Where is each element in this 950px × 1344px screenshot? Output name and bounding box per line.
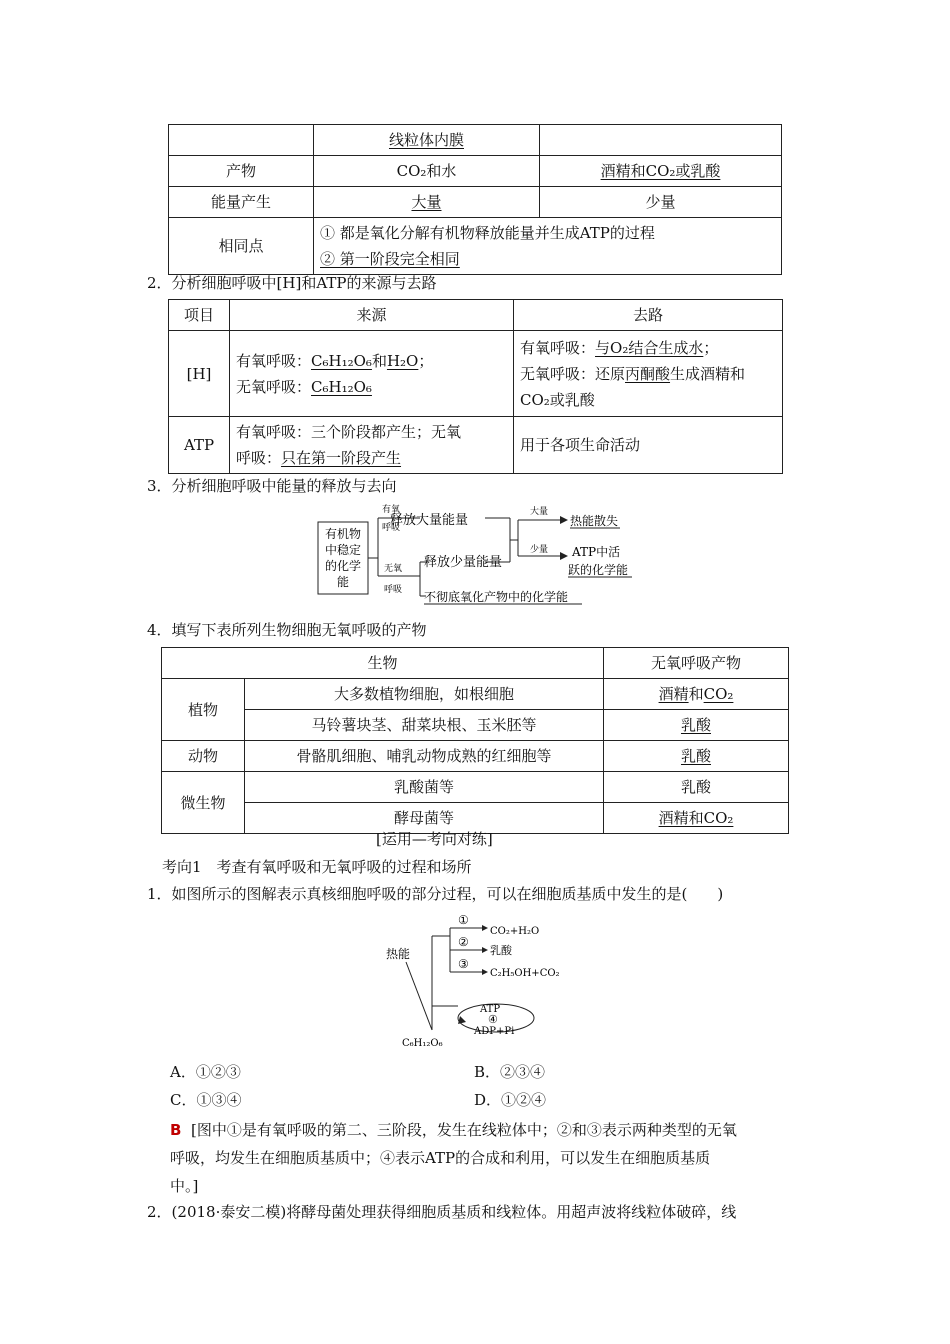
table-cell-blank xyxy=(169,125,314,156)
source-line: 能 xyxy=(336,575,350,589)
section-2-heading: 2．分析细胞呼吸中[H]和ATP的来源与去路 xyxy=(147,274,437,292)
h-dest-anaerobic-cont: CO₂或乳酸 xyxy=(520,390,595,409)
arrowhead xyxy=(482,925,488,931)
anaerobic-products-table xyxy=(161,647,789,834)
organism: 大多数植物细胞，如根细胞 xyxy=(245,679,604,710)
anaerobic-label: 无氧 xyxy=(384,564,403,574)
label-large: 大量 xyxy=(530,507,549,517)
anaerobic-product xyxy=(540,156,782,187)
product-1: CO₂+H₂O xyxy=(490,926,540,937)
text: 乳酸 xyxy=(680,747,711,765)
cell-text: 线粒体内膜 xyxy=(388,131,464,149)
atp-energy: 跃的化学能 xyxy=(568,563,629,577)
header-item: 项目 xyxy=(169,300,230,331)
heat-label: 热能 xyxy=(386,947,411,961)
header-destination: 去路 xyxy=(514,300,783,331)
h-dest-anaerobic xyxy=(520,361,776,387)
aerobic-product: CO₂和水 xyxy=(314,156,540,187)
step-3: ③ xyxy=(458,957,469,971)
text: 有氧呼吸： xyxy=(520,338,596,357)
h-source xyxy=(230,331,514,417)
text: 生成酒精和 xyxy=(670,364,746,383)
organism: 酵母菌等 xyxy=(245,803,604,834)
aerobic-label: 有氧 xyxy=(382,505,401,515)
source-line: 的化学 xyxy=(324,559,362,573)
text: 乳酸 xyxy=(680,716,711,734)
cell-text: ② 第一阶段完全相同 xyxy=(320,250,460,268)
text: 呼吸： xyxy=(236,449,282,467)
option-c[interactable]: C．①③④ xyxy=(170,1091,242,1109)
option-a[interactable]: A．①②③ xyxy=(170,1063,241,1081)
header-source: 来源 xyxy=(230,300,514,331)
arrowhead xyxy=(482,969,488,975)
organism: 马铃薯块茎、甜菜块根、玉米胚等 xyxy=(245,710,604,741)
atp-energy: ATP中活 xyxy=(572,545,621,559)
product xyxy=(604,679,789,710)
step-2: ② xyxy=(458,935,469,949)
text: [图中①是有氧呼吸的第二、三阶段，发生在线粒体中；②和③表示两种类型的无氧 xyxy=(190,1121,737,1139)
product-2: 乳酸 xyxy=(490,944,512,957)
h-dest-aerobic xyxy=(520,335,776,361)
atp-source-line1: 有氧呼吸：三个阶段都产生；无氧 xyxy=(236,423,462,441)
source-line: 中稳定 xyxy=(324,543,362,557)
product xyxy=(604,803,789,834)
text: 无氧呼吸：还原 xyxy=(520,364,626,383)
energy-flow-diagram xyxy=(310,500,650,612)
arrowhead xyxy=(560,552,568,560)
answer-letter: B xyxy=(170,1121,182,1139)
question-2-stem: 2．(2018·泰安二模)将酵母菌处理获得细胞质基质和线粒体。用超声波将线粒体破碎，线 xyxy=(147,1203,737,1221)
heat-loss: 热能散失 xyxy=(570,514,619,528)
anaerobic-label: 呼吸 xyxy=(384,585,403,595)
source-line: 有机物 xyxy=(324,527,362,541)
common-point-2 xyxy=(320,246,775,272)
h-source-anaerobic xyxy=(236,374,507,400)
group-animal: 动物 xyxy=(162,741,245,772)
step-1: ① xyxy=(458,913,469,927)
section-4-heading: 4．填写下表所列生物细胞无氧呼吸的产物 xyxy=(147,621,427,639)
h-destination xyxy=(514,331,783,417)
text: 酒精和CO₂ xyxy=(658,809,734,827)
explanation-line xyxy=(170,1116,810,1144)
section-3-heading: 3．分析细胞呼吸中能量的释放与去向 xyxy=(147,477,397,495)
cell-text: 酒精和CO₂或乳酸 xyxy=(600,162,721,180)
organism: 乳酸菌等 xyxy=(245,772,604,803)
text: 酒精 xyxy=(658,685,689,703)
text: C₆H₁₂O₆ xyxy=(311,351,372,370)
explanation-line: 中。] xyxy=(170,1177,199,1195)
glucose-label: C₆H₁₂O₆ xyxy=(402,1038,443,1049)
atp-label: ATP xyxy=(480,1004,501,1015)
common-points xyxy=(314,218,782,275)
h-source-aerobic xyxy=(236,348,507,374)
release-large: 释放大量能量 xyxy=(390,513,469,528)
answer-explanation xyxy=(170,1116,810,1200)
header-product: 无氧呼吸产物 xyxy=(604,648,789,679)
h-atp-table xyxy=(168,299,783,474)
text: 只在第一阶段产生 xyxy=(281,449,402,467)
release-small: 释放少量能量 xyxy=(424,555,503,570)
text: ； xyxy=(703,338,719,357)
arrowhead xyxy=(458,1016,466,1024)
group-plant: 植物 xyxy=(162,679,245,741)
text: 丙酮酸 xyxy=(625,364,671,383)
product xyxy=(604,710,789,741)
practice-title: [运用—考向对练] xyxy=(376,830,493,848)
adp-label: ADP+Pi xyxy=(474,1026,515,1037)
text: CO₂ xyxy=(703,685,734,703)
row-label-common: 相同点 xyxy=(169,218,314,275)
group-microbe: 微生物 xyxy=(162,772,245,834)
aerobic-label: 呼吸 xyxy=(382,523,401,533)
comparison-table xyxy=(168,124,782,275)
text: H₂O xyxy=(386,351,419,370)
option-d[interactable]: D．①②④ xyxy=(474,1091,547,1109)
product: 乳酸 xyxy=(604,772,789,803)
atp-destination: 用于各项生命活动 xyxy=(514,417,783,474)
product xyxy=(604,741,789,772)
label-small: 少量 xyxy=(530,545,549,555)
text: 无氧呼吸： xyxy=(236,377,312,396)
arrowhead xyxy=(482,947,488,953)
text: C₆H₁₂O₆ xyxy=(311,377,372,396)
header-organism: 生物 xyxy=(162,648,604,679)
product-3: C₂H₅OH+CO₂ xyxy=(490,968,560,979)
organism: 骨骼肌细胞、哺乳动物成熟的红细胞等 xyxy=(245,741,604,772)
text: 有氧呼吸： xyxy=(236,351,312,370)
practice-topic: 考向1 考查有氧呼吸和无氧呼吸的过程和场所 xyxy=(162,858,472,876)
text: 和 xyxy=(688,685,704,703)
text: ； xyxy=(418,351,434,370)
explanation-line: 呼吸，均发生在细胞质基质中；④表示ATP的合成和利用，可以发生在细胞质基质 xyxy=(170,1149,711,1167)
row-label-product: 产物 xyxy=(169,156,314,187)
anaerobic-energy: 少量 xyxy=(540,187,782,218)
cell-text: 大量 xyxy=(411,193,442,211)
table-cell xyxy=(540,125,782,156)
text: 和 xyxy=(371,351,387,370)
arrowhead xyxy=(560,516,568,524)
common-point-1: ① 都是氧化分解有机物释放能量并生成ATP的过程 xyxy=(320,224,655,242)
atp-source xyxy=(230,417,514,474)
table-cell xyxy=(314,125,540,156)
respiration-process-diagram xyxy=(378,910,578,1052)
aerobic-energy xyxy=(314,187,540,218)
incomplete-oxidation: 不彻底氧化产物中的化学能 xyxy=(424,590,569,604)
connector xyxy=(406,962,432,1030)
option-b[interactable]: B．②③④ xyxy=(474,1063,546,1081)
row-label-energy: 能量产生 xyxy=(169,187,314,218)
row-label-atp: ATP xyxy=(169,417,230,474)
row-label-h: [H] xyxy=(169,331,230,417)
step-4: ④ xyxy=(488,1013,498,1026)
question-1-stem: 1．如图所示的图解表示真核细胞呼吸的部分过程，可以在细胞质基质中发生的是( ) xyxy=(147,885,724,903)
text: 与O₂结合生成水 xyxy=(595,338,704,357)
atp-source-line2 xyxy=(236,445,507,471)
